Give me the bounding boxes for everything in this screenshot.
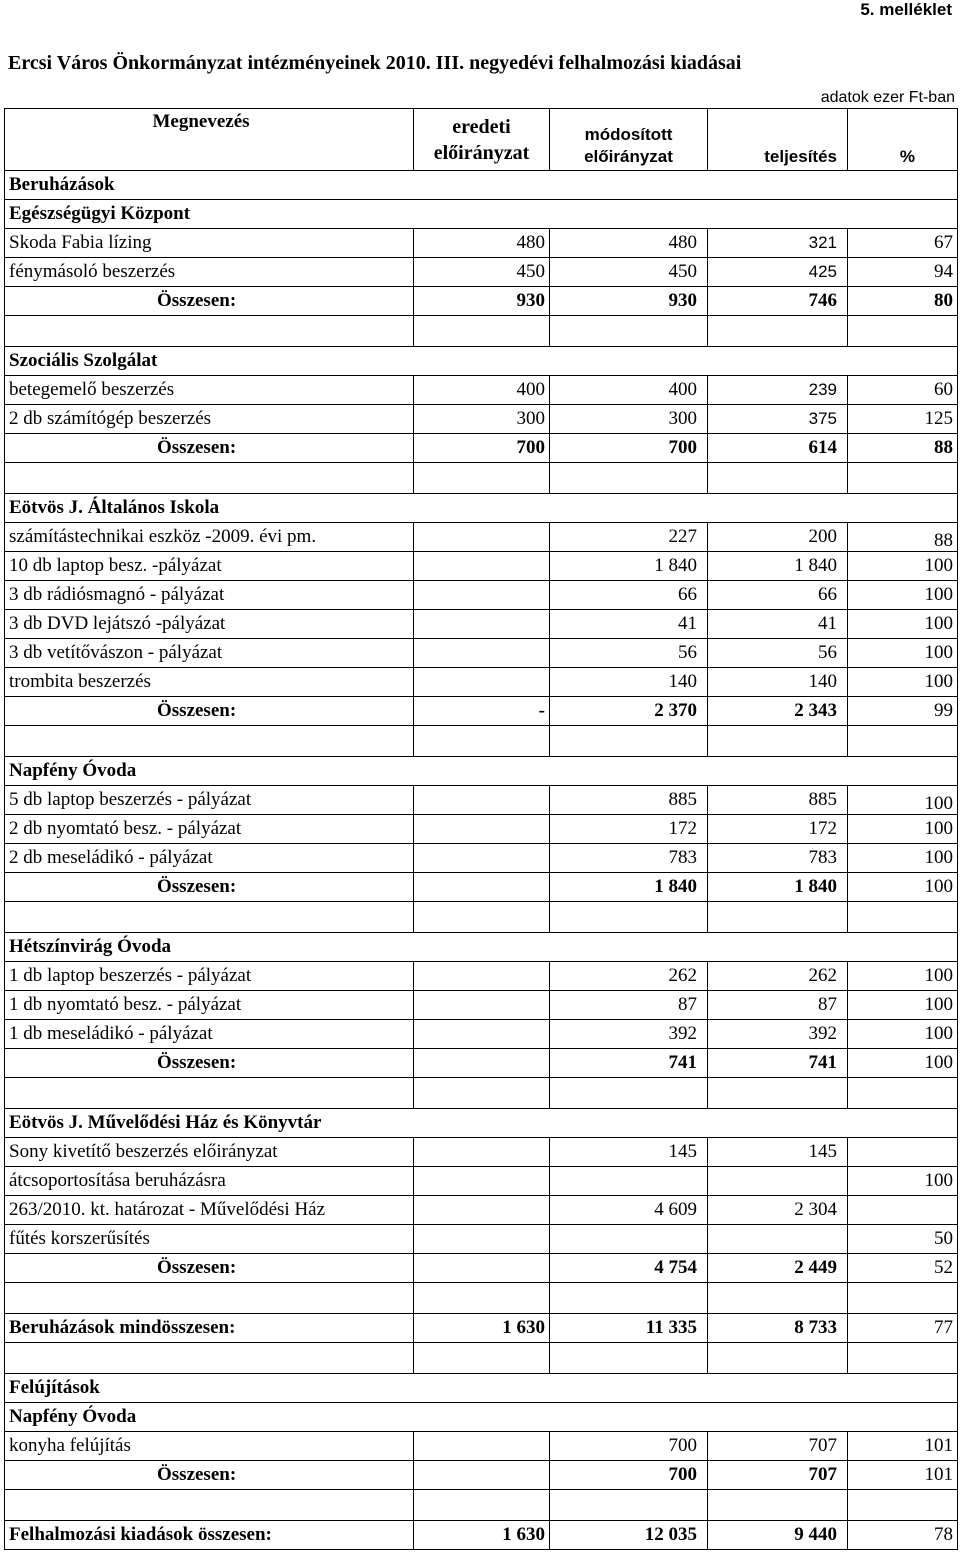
empty-cell <box>550 463 708 494</box>
modified-value: 783 <box>550 844 708 873</box>
subtotal-row <box>5 873 958 902</box>
empty-cell <box>708 902 848 933</box>
percent-value: 100 <box>848 552 958 581</box>
subtotal-row <box>5 1049 958 1078</box>
fulfilled-value: 1 840 <box>708 552 848 581</box>
empty-cell <box>550 1490 708 1521</box>
original-value <box>414 1254 550 1283</box>
section-row <box>5 347 958 376</box>
table-row <box>5 1432 958 1461</box>
empty-cell <box>708 463 848 494</box>
row-label: Összesen: <box>5 1049 414 1078</box>
percent-value: 100 <box>848 639 958 668</box>
percent-value: 100 <box>848 786 958 815</box>
fulfilled-value: 885 <box>708 786 848 815</box>
modified-value: 11 335 <box>550 1314 708 1343</box>
percent-value: 100 <box>848 1167 958 1196</box>
empty-cell <box>708 316 848 347</box>
section-row <box>5 1403 958 1432</box>
fulfilled-value: 392 <box>708 1020 848 1049</box>
fulfilled-value: 262 <box>708 962 848 991</box>
modified-value: 1 840 <box>550 552 708 581</box>
percent-value: 80 <box>848 287 958 316</box>
percent-value: 100 <box>848 610 958 639</box>
section-row <box>5 171 958 200</box>
table-row <box>5 639 958 668</box>
fulfilled-value: 8 733 <box>708 1314 848 1343</box>
header-original: eredeti előirányzat <box>414 109 550 171</box>
fulfilled-value: 321 <box>708 229 848 258</box>
modified-value: 700 <box>550 434 708 463</box>
fulfilled-value: 741 <box>708 1049 848 1078</box>
row-label: Beruházások mindösszesen: <box>5 1314 414 1343</box>
table-row <box>5 786 958 815</box>
empty-cell <box>414 902 550 933</box>
row-label: 5 db laptop beszerzés - pályázat <box>5 786 414 815</box>
table-row <box>5 991 958 1020</box>
spacer-row <box>5 726 958 757</box>
annex-label: 5. melléklet <box>860 0 952 19</box>
original-value <box>414 844 550 873</box>
empty-cell <box>414 1343 550 1374</box>
spacer-row <box>5 316 958 347</box>
table-row <box>5 1138 958 1167</box>
modified-value: 140 <box>550 668 708 697</box>
fulfilled-value: 9 440 <box>708 1521 848 1550</box>
modified-value: 87 <box>550 991 708 1020</box>
section-title: Felújítások <box>5 1374 958 1403</box>
empty-cell <box>708 1343 848 1374</box>
table-header-row <box>5 109 958 171</box>
row-label: fűtés korszerűsítés <box>5 1225 414 1254</box>
empty-cell <box>550 1283 708 1314</box>
empty-cell <box>848 1283 958 1314</box>
original-value: 700 <box>414 434 550 463</box>
fulfilled-value: 140 <box>708 668 848 697</box>
empty-cell <box>550 902 708 933</box>
empty-cell <box>5 1078 414 1109</box>
section-row <box>5 200 958 229</box>
percent-value: 60 <box>848 376 958 405</box>
row-label: Sony kivetítő beszerzés előirányzat <box>5 1138 414 1167</box>
percent-value: 100 <box>848 991 958 1020</box>
spacer-row <box>5 1490 958 1521</box>
empty-cell <box>5 1490 414 1521</box>
percent-value: 100 <box>848 1049 958 1078</box>
section-title: Eötvös J. Általános Iskola <box>5 494 958 523</box>
table-row <box>5 815 958 844</box>
row-label: Összesen: <box>5 873 414 902</box>
grand-total-row <box>5 1314 958 1343</box>
row-label: 1 db nyomtató besz. - pályázat <box>5 991 414 1020</box>
percent-value: 99 <box>848 697 958 726</box>
empty-cell <box>550 726 708 757</box>
modified-value: 66 <box>550 581 708 610</box>
original-value <box>414 523 550 552</box>
empty-cell <box>5 902 414 933</box>
modified-value: 700 <box>550 1432 708 1461</box>
original-value <box>414 962 550 991</box>
subtotal-row <box>5 1461 958 1490</box>
table-row <box>5 229 958 258</box>
table-row <box>5 405 958 434</box>
row-label: Összesen: <box>5 1254 414 1283</box>
original-value <box>414 1138 550 1167</box>
modified-value: 12 035 <box>550 1521 708 1550</box>
table-row <box>5 1167 958 1196</box>
modified-value: 56 <box>550 639 708 668</box>
original-value: 300 <box>414 405 550 434</box>
modified-value: 300 <box>550 405 708 434</box>
empty-cell <box>848 1078 958 1109</box>
modified-value: 392 <box>550 1020 708 1049</box>
row-label: 2 db meseládikó - pályázat <box>5 844 414 873</box>
row-label: számítástechnikai eszköz -2009. évi pm. <box>5 523 414 552</box>
fulfilled-value <box>708 1225 848 1254</box>
empty-cell <box>414 1283 550 1314</box>
fulfilled-value: 2 449 <box>708 1254 848 1283</box>
header-modified: módosított előirányzat <box>550 109 708 171</box>
percent-value: 88 <box>848 434 958 463</box>
empty-cell <box>550 1078 708 1109</box>
percent-value <box>848 1196 958 1225</box>
table-body <box>5 109 958 1550</box>
original-value <box>414 1225 550 1254</box>
section-title: Napfény Óvoda <box>5 757 958 786</box>
percent-value: 100 <box>848 581 958 610</box>
fulfilled-value: 200 <box>708 523 848 552</box>
row-label: 10 db laptop besz. -pályázat <box>5 552 414 581</box>
original-value <box>414 991 550 1020</box>
empty-cell <box>5 726 414 757</box>
modified-value: 700 <box>550 1461 708 1490</box>
original-value: 450 <box>414 258 550 287</box>
section-title: Szociális Szolgálat <box>5 347 958 376</box>
section-title: Eötvös J. Művelődési Ház és Könyvtár <box>5 1109 958 1138</box>
percent-value: 78 <box>848 1521 958 1550</box>
empty-cell <box>5 463 414 494</box>
section-title: Beruházások <box>5 171 958 200</box>
row-label: 263/2010. kt. határozat - Művelődési Ház <box>5 1196 414 1225</box>
fulfilled-value: 172 <box>708 815 848 844</box>
table-row <box>5 258 958 287</box>
subtotal-row <box>5 434 958 463</box>
fulfilled-value: 783 <box>708 844 848 873</box>
row-label: Összesen: <box>5 434 414 463</box>
modified-value: 480 <box>550 229 708 258</box>
percent-value: 100 <box>848 844 958 873</box>
section-row <box>5 933 958 962</box>
empty-cell <box>414 1490 550 1521</box>
empty-cell <box>5 1343 414 1374</box>
row-label: trombita beszerzés <box>5 668 414 697</box>
modified-value: 4 609 <box>550 1196 708 1225</box>
table-row <box>5 962 958 991</box>
modified-value: 4 754 <box>550 1254 708 1283</box>
modified-value: 741 <box>550 1049 708 1078</box>
empty-cell <box>708 1283 848 1314</box>
fulfilled-value: 746 <box>708 287 848 316</box>
modified-value: 2 370 <box>550 697 708 726</box>
empty-cell <box>414 463 550 494</box>
percent-value: 101 <box>848 1461 958 1490</box>
modified-value: 930 <box>550 287 708 316</box>
modified-value: 400 <box>550 376 708 405</box>
subtotal-row <box>5 1254 958 1283</box>
row-label: 3 db rádiósmagnó - pályázat <box>5 581 414 610</box>
table-row <box>5 1225 958 1254</box>
row-label: 3 db vetítővászon - pályázat <box>5 639 414 668</box>
table-row <box>5 610 958 639</box>
modified-value: 172 <box>550 815 708 844</box>
original-value <box>414 668 550 697</box>
original-value <box>414 786 550 815</box>
expenditure-table <box>4 108 958 1550</box>
row-label: átcsoportosítása beruházásra <box>5 1167 414 1196</box>
row-label: 1 db laptop beszerzés - pályázat <box>5 962 414 991</box>
percent-value <box>848 1138 958 1167</box>
empty-cell <box>5 1283 414 1314</box>
table-row <box>5 581 958 610</box>
empty-cell <box>848 316 958 347</box>
table-row <box>5 1196 958 1225</box>
empty-cell <box>708 1490 848 1521</box>
original-value <box>414 639 550 668</box>
fulfilled-value: 2 304 <box>708 1196 848 1225</box>
table-row <box>5 523 958 552</box>
row-label: 3 db DVD lejátszó -pályázat <box>5 610 414 639</box>
original-value: - <box>414 697 550 726</box>
modified-value: 262 <box>550 962 708 991</box>
percent-value: 100 <box>848 668 958 697</box>
original-value <box>414 873 550 902</box>
spacer-row <box>5 1343 958 1374</box>
original-value: 930 <box>414 287 550 316</box>
percent-value: 125 <box>848 405 958 434</box>
empty-cell <box>414 726 550 757</box>
percent-value: 94 <box>848 258 958 287</box>
table-row <box>5 1020 958 1049</box>
original-value: 400 <box>414 376 550 405</box>
modified-value: 885 <box>550 786 708 815</box>
row-label: Felhalmozási kiadások összesen: <box>5 1521 414 1550</box>
fulfilled-value: 66 <box>708 581 848 610</box>
original-value <box>414 1020 550 1049</box>
modified-value: 41 <box>550 610 708 639</box>
original-value <box>414 1167 550 1196</box>
fulfilled-value: 145 <box>708 1138 848 1167</box>
grand-total-row <box>5 1521 958 1550</box>
modified-value <box>550 1167 708 1196</box>
empty-cell <box>848 463 958 494</box>
fulfilled-value: 2 343 <box>708 697 848 726</box>
section-row <box>5 494 958 523</box>
original-value: 480 <box>414 229 550 258</box>
section-title: Egészségügyi Központ <box>5 200 958 229</box>
original-value <box>414 552 550 581</box>
table-row <box>5 844 958 873</box>
modified-value: 227 <box>550 523 708 552</box>
modified-value <box>550 1225 708 1254</box>
subtotal-row <box>5 287 958 316</box>
original-value <box>414 581 550 610</box>
row-label: 1 db meseládikó - pályázat <box>5 1020 414 1049</box>
percent-value: 67 <box>848 229 958 258</box>
percent-value: 50 <box>848 1225 958 1254</box>
fulfilled-value <box>708 1167 848 1196</box>
original-value <box>414 815 550 844</box>
section-row <box>5 1374 958 1403</box>
section-title: Napfény Óvoda <box>5 1403 958 1432</box>
original-value <box>414 1432 550 1461</box>
empty-cell <box>550 1343 708 1374</box>
original-value: 1 630 <box>414 1521 550 1550</box>
percent-value: 52 <box>848 1254 958 1283</box>
empty-cell <box>414 1078 550 1109</box>
fulfilled-value: 614 <box>708 434 848 463</box>
row-label: Összesen: <box>5 287 414 316</box>
empty-cell <box>550 316 708 347</box>
fulfilled-value: 87 <box>708 991 848 1020</box>
row-label: Skoda Fabia lízing <box>5 229 414 258</box>
empty-cell <box>414 316 550 347</box>
header-fulfilled: teljesítés <box>708 109 848 171</box>
row-label: betegemelő beszerzés <box>5 376 414 405</box>
percent-value: 100 <box>848 1020 958 1049</box>
original-value <box>414 610 550 639</box>
row-label: Összesen: <box>5 697 414 726</box>
original-value: 1 630 <box>414 1314 550 1343</box>
original-value <box>414 1196 550 1225</box>
spacer-row <box>5 1078 958 1109</box>
section-row <box>5 757 958 786</box>
empty-cell <box>848 902 958 933</box>
modified-value: 450 <box>550 258 708 287</box>
fulfilled-value: 56 <box>708 639 848 668</box>
page-title: Ercsi Város Önkormányzat intézményeinek 2010. III. negyedévi felhalmozási kiadásai <box>8 52 742 74</box>
fulfilled-value: 707 <box>708 1432 848 1461</box>
row-label: Összesen: <box>5 1461 414 1490</box>
empty-cell <box>708 726 848 757</box>
percent-value: 100 <box>848 962 958 991</box>
empty-cell <box>848 726 958 757</box>
subtotal-row <box>5 697 958 726</box>
original-value <box>414 1049 550 1078</box>
empty-cell <box>848 1343 958 1374</box>
empty-cell <box>848 1490 958 1521</box>
unit-note: adatok ezer Ft-ban <box>820 89 955 106</box>
original-value <box>414 1461 550 1490</box>
spacer-row <box>5 463 958 494</box>
fulfilled-value: 707 <box>708 1461 848 1490</box>
row-label: 2 db számítógép beszerzés <box>5 405 414 434</box>
percent-value: 100 <box>848 815 958 844</box>
percent-value: 88 <box>848 523 958 552</box>
table-row <box>5 376 958 405</box>
fulfilled-value: 425 <box>708 258 848 287</box>
table-row <box>5 668 958 697</box>
percent-value: 100 <box>848 873 958 902</box>
percent-value: 101 <box>848 1432 958 1461</box>
percent-value: 77 <box>848 1314 958 1343</box>
section-title: Hétszínvirág Óvoda <box>5 933 958 962</box>
empty-cell <box>708 1078 848 1109</box>
section-row <box>5 1109 958 1138</box>
modified-value: 145 <box>550 1138 708 1167</box>
fulfilled-value: 375 <box>708 405 848 434</box>
spacer-row <box>5 902 958 933</box>
fulfilled-value: 1 840 <box>708 873 848 902</box>
header-name: Megnevezés <box>5 109 414 171</box>
fulfilled-value: 239 <box>708 376 848 405</box>
row-label: fénymásoló beszerzés <box>5 258 414 287</box>
fulfilled-value: 41 <box>708 610 848 639</box>
spacer-row <box>5 1283 958 1314</box>
table-row <box>5 552 958 581</box>
row-label: konyha felújítás <box>5 1432 414 1461</box>
empty-cell <box>5 316 414 347</box>
row-label: 2 db nyomtató besz. - pályázat <box>5 815 414 844</box>
modified-value: 1 840 <box>550 873 708 902</box>
header-percent: % <box>848 109 958 171</box>
